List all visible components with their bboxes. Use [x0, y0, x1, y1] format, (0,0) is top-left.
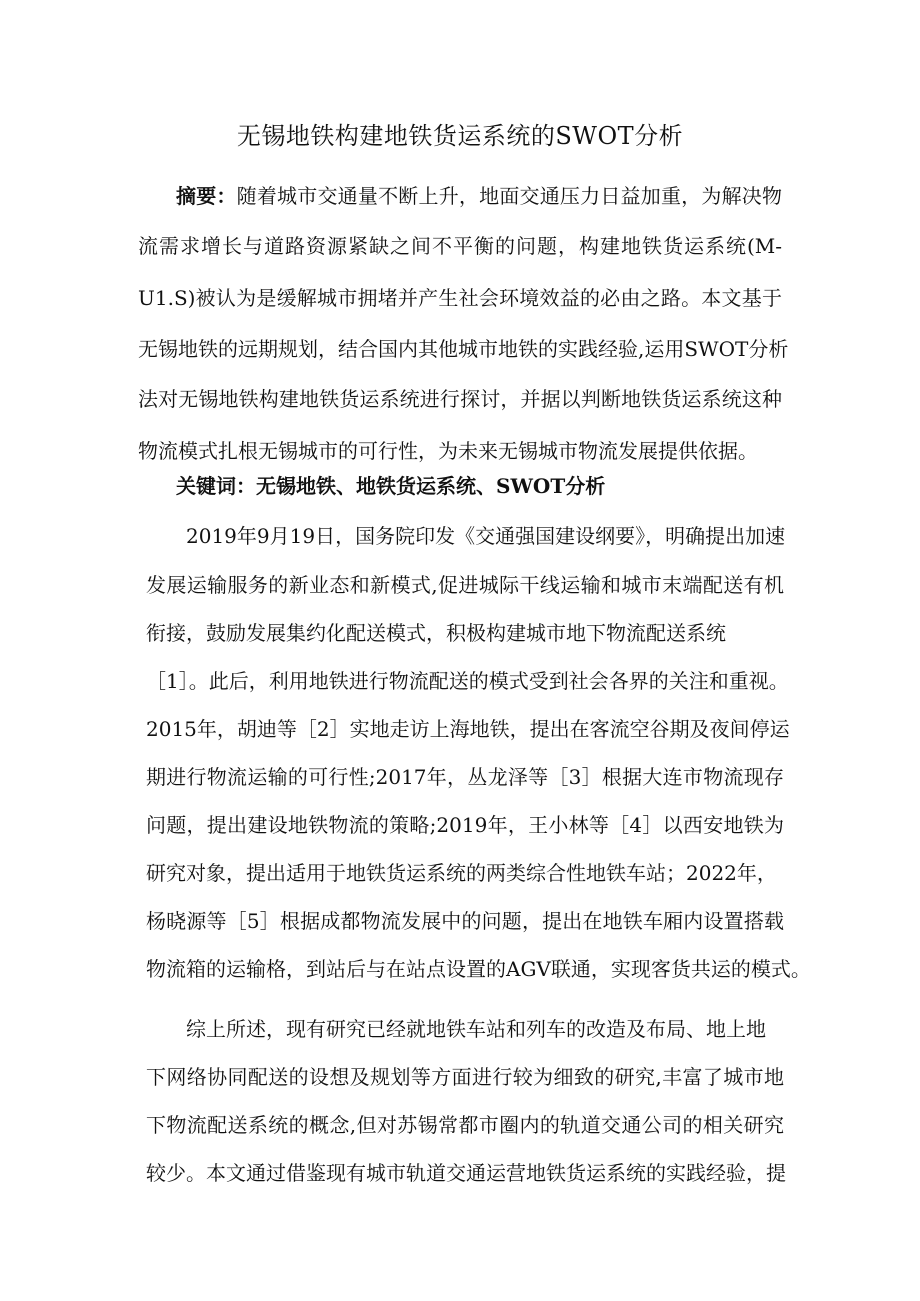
abstract-line: 流需求增长与道路资源紧缺之间不平衡的问题，构建地铁货运系统(M- [138, 234, 782, 258]
abstract-line: 法对无锡地铁构建地铁货运系统进行探讨，并据以判断地铁货运系统这种 [138, 387, 782, 411]
abstract-line: U1.S)被认为是缓解城市拥堵并产生社会环境效益的必由之路。本文基于 [138, 286, 782, 310]
keywords-text: 无锡地铁、地铁货运系统、SWOT分析 [256, 474, 606, 498]
paragraph-line: 较少。本文通过借鉴现有城市轨道交通运营地铁货运系统的实践经验，提 [146, 1161, 786, 1185]
paragraph-line: 2015年，胡迪等［2］实地走访上海地铁，提出在客流空谷期及夜间停运 [146, 717, 790, 741]
paragraph-line: ［1］。此后，利用地铁进行物流配送的模式受到社会各界的关注和重视。 [146, 669, 789, 693]
paragraph-line: 衔接，鼓励发展集约化配送模式，积极构建城市地下物流配送系统 [146, 621, 726, 645]
document-title: 无锡地铁构建地铁货运系统的SWOT分析 [236, 122, 684, 150]
paragraph-line: 发展运输服务的新业态和新模式,促进城际干线运输和城市末端配送有机 [146, 573, 784, 597]
abstract-line [176, 181, 782, 211]
paragraph-line: 杨晓源等［5］根据成都物流发展中的问题，提出在地铁车厢内设置搭载 [146, 909, 784, 933]
keywords-label: 关键词： [176, 474, 256, 498]
paragraph-line: 期进行物流运输的可行性;2017年，丛龙泽等［3］根据大连市物流现存 [146, 765, 784, 789]
abstract-line: 物流模式扎根无锡城市的可行性，为未来无锡城市物流发展提供依据。 [138, 439, 758, 463]
abstract-line: 无锡地铁的远期规划，结合国内其他城市地铁的实践经验,运用SWOT分析 [138, 337, 789, 361]
keywords-line [176, 471, 605, 501]
paragraph-line: 2019年9月19日，国务院印发《交通强国建设纲要》，明确提出加速 [186, 524, 786, 548]
paragraph-line: 下物流配送系统的概念,但对苏锡常都市圈内的轨道交通公司的相关研究 [146, 1113, 784, 1137]
paragraph-line: 问题，提出建设地铁物流的策略;2019年，王小林等［4］以西安地铁为 [146, 813, 784, 837]
paragraph-line: 物流箱的运输格，到站后与在站点设置的AGV联通，实现客货共运的模式。 [146, 957, 811, 981]
paragraph-line: 综上所述，现有研究已经就地铁车站和列车的改造及布局、地上地 [186, 1017, 766, 1041]
abstract-text: 随着城市交通量不断上升，地面交通压力日益加重，为解决物 [236, 184, 783, 208]
paragraph-line: 下网络协同配送的设想及规划等方面进行较为细致的研究,丰富了城市地 [146, 1065, 784, 1089]
paragraph-line: 研究对象，提出适用于地铁货运系统的两类综合性地铁车站；2022年， [146, 861, 777, 885]
abstract-label: 摘要： [176, 184, 237, 208]
